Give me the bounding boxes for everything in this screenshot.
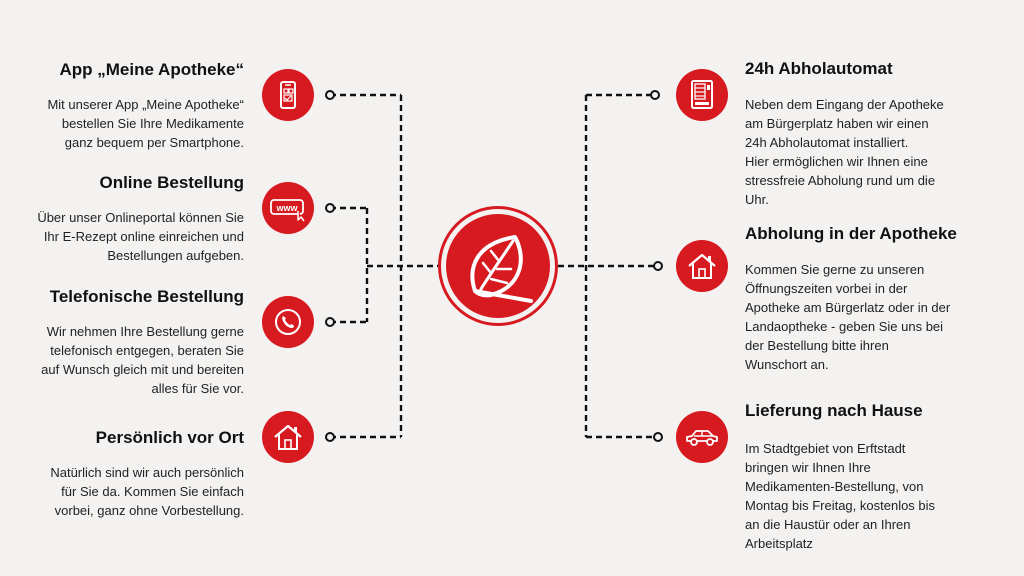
house-icon: [272, 422, 304, 452]
online-icon-badge: [262, 182, 314, 234]
svg-text:www: www: [276, 203, 298, 213]
local-title: Persönlich vor Ort: [95, 428, 244, 447]
online-title: Online Bestellung: [99, 173, 244, 192]
connector-dot: [326, 204, 334, 212]
vending-machine-icon: [687, 79, 717, 111]
center-emblem: [438, 206, 558, 326]
phone-description: Wir nehmen Ihre Bestellung gerne telefonisch entgegen, beraten Sie auf Wunsch gleich mit und bereiten alles für Sie vor.: [41, 324, 244, 396]
app-title: App „Meine Apotheke“: [59, 60, 244, 79]
connector-dot: [326, 91, 334, 99]
connector-dot: [654, 262, 662, 270]
online-description: Über unser Onlineportal können Sie Ihr E-Rezept online einreichen und Bestellungen aufgeben.: [37, 210, 244, 263]
delivery-title: Lieferung nach Hause: [745, 401, 923, 420]
leaf-icon: [461, 229, 535, 303]
house-icon: [686, 251, 718, 281]
pickup-description: Kommen Sie gerne zu unseren Öffnungszeiten vorbei in der Apotheke am Bürgerlatz oder in der Landaoptheke - geben Sie uns bei der Bestellung bitte ihren Wunschort an.: [745, 262, 951, 372]
car-icon: [684, 425, 720, 449]
pickup-title: Abholung in der Apotheke: [745, 224, 957, 243]
app-description: Mit unserer App „Meine Apotheke“ bestellen Sie Ihre Medikamente ganz bequem per Smartphone.: [47, 97, 244, 150]
pickup-icon-badge: [676, 240, 728, 292]
connector-dot: [654, 433, 662, 441]
delivery-description: Im Stadtgebiet von Erftstadt bringen wir Ihnen Ihre Medikamenten-Bestellung, von Montag bis Freitag, kostenlos bis an die Haustür oder an Ihren Arbeitsplatz: [745, 441, 936, 551]
local-description: Natürlich sind wir auch persönlich für Sie da. Kommen Sie einfach vorbei, ganz ohne Vorbestellung.: [50, 465, 244, 518]
smartphone-icon: [273, 80, 303, 110]
locker-description: Neben dem Eingang der Apotheke am Bürgerplatz haben wir einen 24h Abholautomat installiert. Hier ermöglichen wir Ihnen eine stressfreie Abholung rund um die Uhr.: [745, 97, 944, 207]
connector-dot: [651, 91, 659, 99]
phone-icon-badge: [262, 296, 314, 348]
connector-dot: [326, 318, 334, 326]
delivery-icon-badge: [676, 411, 728, 463]
locker-title: 24h Abholautomat: [745, 59, 893, 78]
locker-icon-badge: [676, 69, 728, 121]
phone-icon: [273, 307, 303, 337]
phone-title: Telefonische Bestellung: [49, 287, 244, 306]
app-icon-badge: [262, 69, 314, 121]
connector-dot: [326, 433, 334, 441]
www-icon: [268, 193, 308, 223]
local-icon-badge: [262, 411, 314, 463]
